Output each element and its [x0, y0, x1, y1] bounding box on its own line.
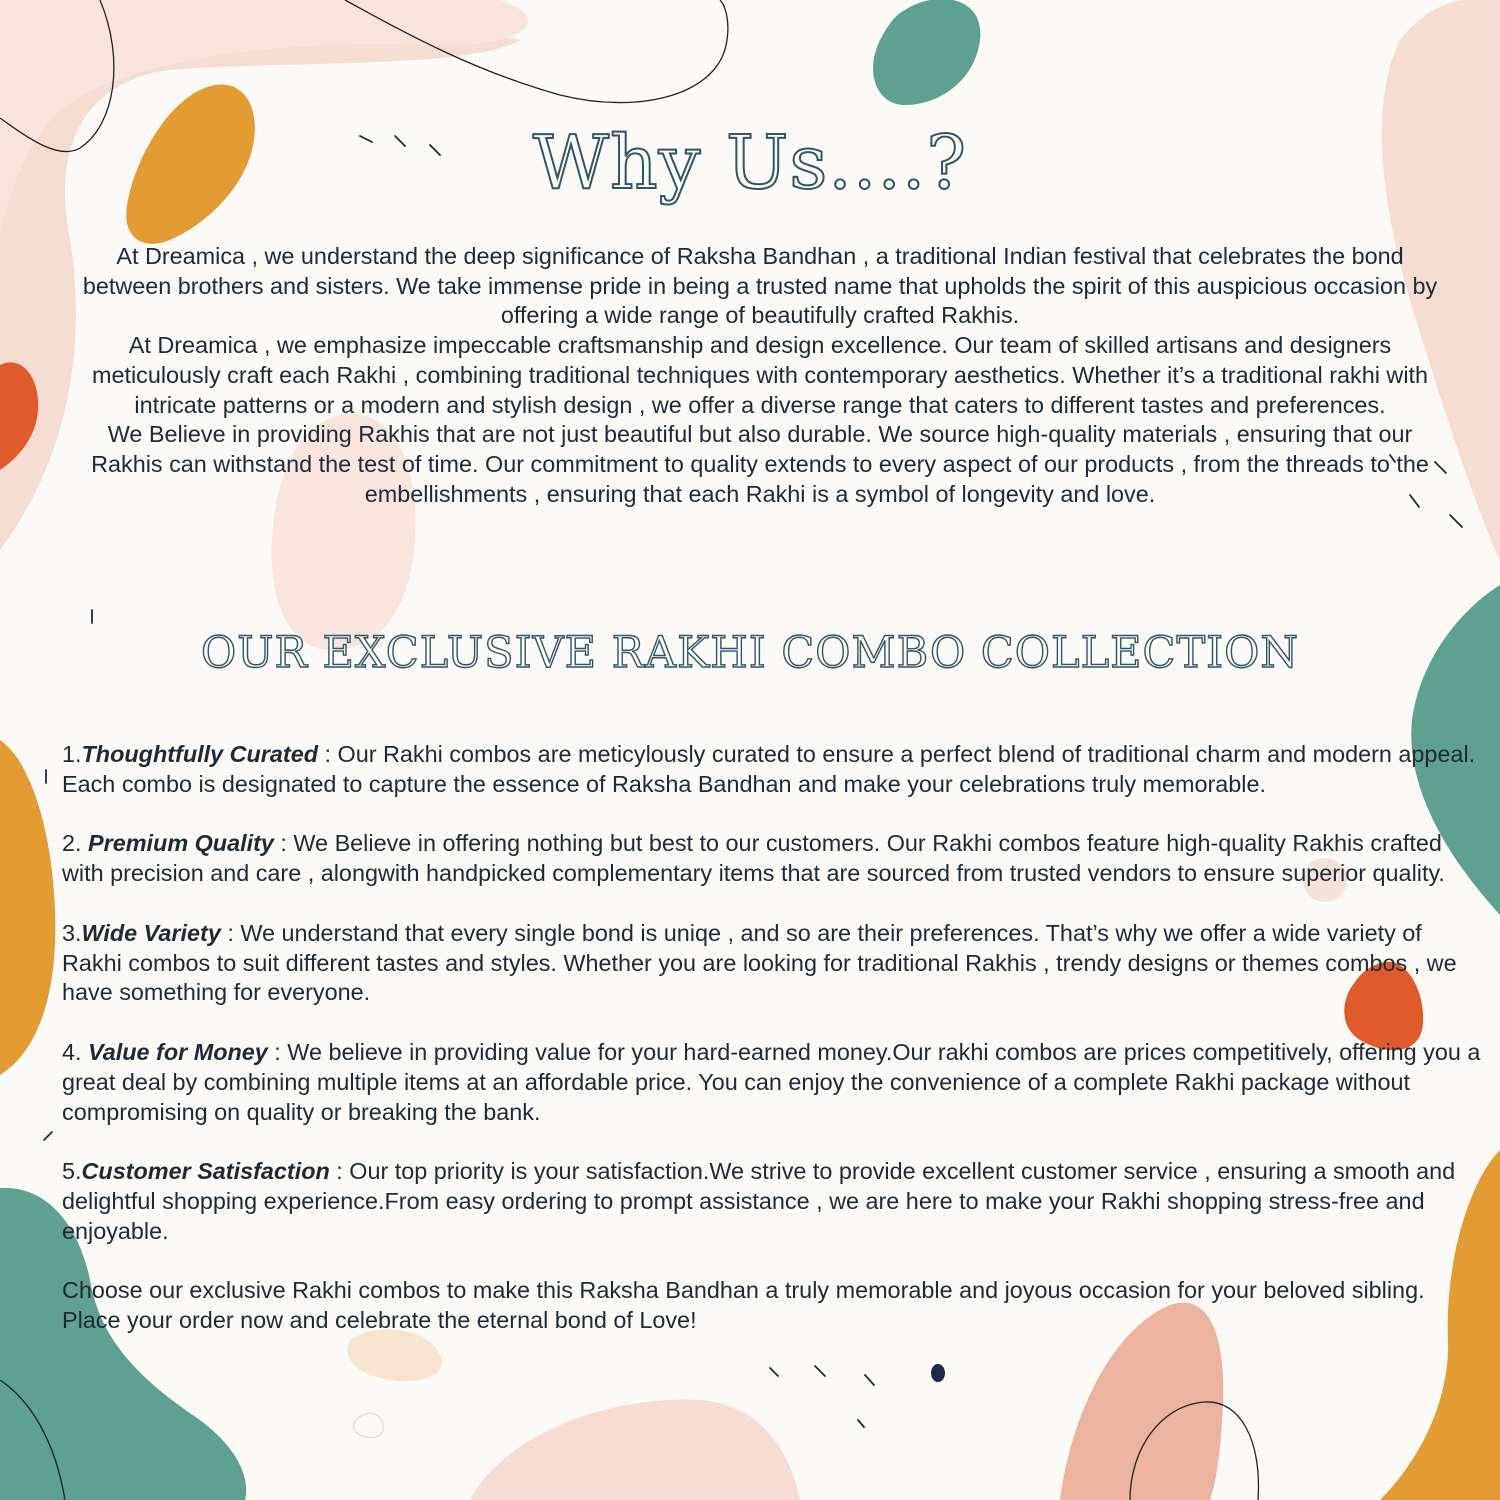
feature-item	[62, 1038, 1482, 1127]
feature-number: 5.	[62, 1158, 82, 1185]
feature-text: : Our Rakhi combos are meticylously curated to ensure a perfect blend of traditional charm and modern appeal. Each combo is designated to capture the essence of Raksha Bandhan and make your celebrations truly memorable.	[62, 741, 1476, 797]
feature-text: : We believe in providing value for your hard-earned money.Our rakhi combos are prices competitively, offering you a great deal by combining multiple items at an affordable price. You can enjoy the convenience of a complete Rakhi package without compromising on quality or breaking the bank.	[62, 1038, 1481, 1125]
feature-item	[62, 919, 1482, 1008]
feature-text: : We understand that every single bond is uniqe , and so are their preferences. That’s why we offer a wide variety of Rakhi combos to suit different tastes and styles. Whether you are looking for traditional Rakhis , trendy designs or themes combos , we have something for everyone.	[62, 919, 1457, 1006]
feature-item	[62, 740, 1482, 800]
feature-number: 4.	[62, 1038, 89, 1065]
closing-paragraph: Choose our exclusive Rakhi combos to make this Raksha Bandhan a truly memorable and joyous occasion for your beloved sibling. Place your order now and celebrate the eternal bond of Love!	[62, 1277, 1425, 1334]
feature-title: Customer Satisfaction	[81, 1158, 330, 1185]
feature-title: Value for Money	[88, 1038, 268, 1065]
feature-item	[62, 1157, 1482, 1246]
feature-number: 3.	[62, 919, 82, 946]
feature-number: 2.	[62, 830, 89, 857]
feature-number: 1.	[62, 741, 82, 767]
feature-list	[62, 740, 1482, 1336]
feature-text: : We Believe in offering nothing but best to our customers. Our Rakhi combos feature high-quality Rakhis crafted with precision and care , alongwith handpicked complementary items that are sourced from trusted vendors to ensure superior quality.	[62, 830, 1445, 887]
intro-paragraph: We Believe in providing Rakhis that are not just beautiful but also durable. We source high-quality materials , ensuring that our Rakhis can withstand the test of time. Our commitment to quality extends to every aspect of our products , from the threads to the embellishments , ensuring that each Rakhi is a symbol of longevity and love.	[91, 421, 1429, 507]
page-title: Why Us....?	[532, 120, 968, 206]
intro-paragraph: At Dreamica , we understand the deep significance of Raksha Bandhan , a traditional Indian festival that celebrates the bond between brothers and sisters. We take immense pride in being a trusted name that upholds the spirit of this auspicious occasion by offering a wide range of beautifully crafted Rakhis.	[82, 243, 1438, 329]
collection-title: OUR EXCLUSIVE RAKHI COMBO COLLECTION	[201, 628, 1299, 678]
feature-item	[62, 829, 1482, 889]
intro-section	[70, 242, 1450, 509]
feature-text: : Our top priority is your satisfaction.We strive to provide excellent customer service , ensuring a smooth and delightful shopping experience.From easy ordering to prompt assistance , we are here to make your Rakhi shopping stress-free and enjoyable.	[62, 1158, 1456, 1244]
feature-title: Thoughtfully Curated	[81, 741, 318, 767]
feature-title: Wide Variety	[81, 919, 221, 946]
feature-title: Premium Quality	[88, 830, 274, 857]
intro-paragraph: At Dreamica , we emphasize impeccable craftsmanship and design excellence. Our team of skilled artisans and designers meticulously craft each Rakhi , combining traditional techniques with contemporary aesthetics. Whether it’s a traditional rakhi with intricate patterns or a modern and stylish design , we offer a diverse range that caters to different tastes and preferences.	[91, 332, 1429, 418]
